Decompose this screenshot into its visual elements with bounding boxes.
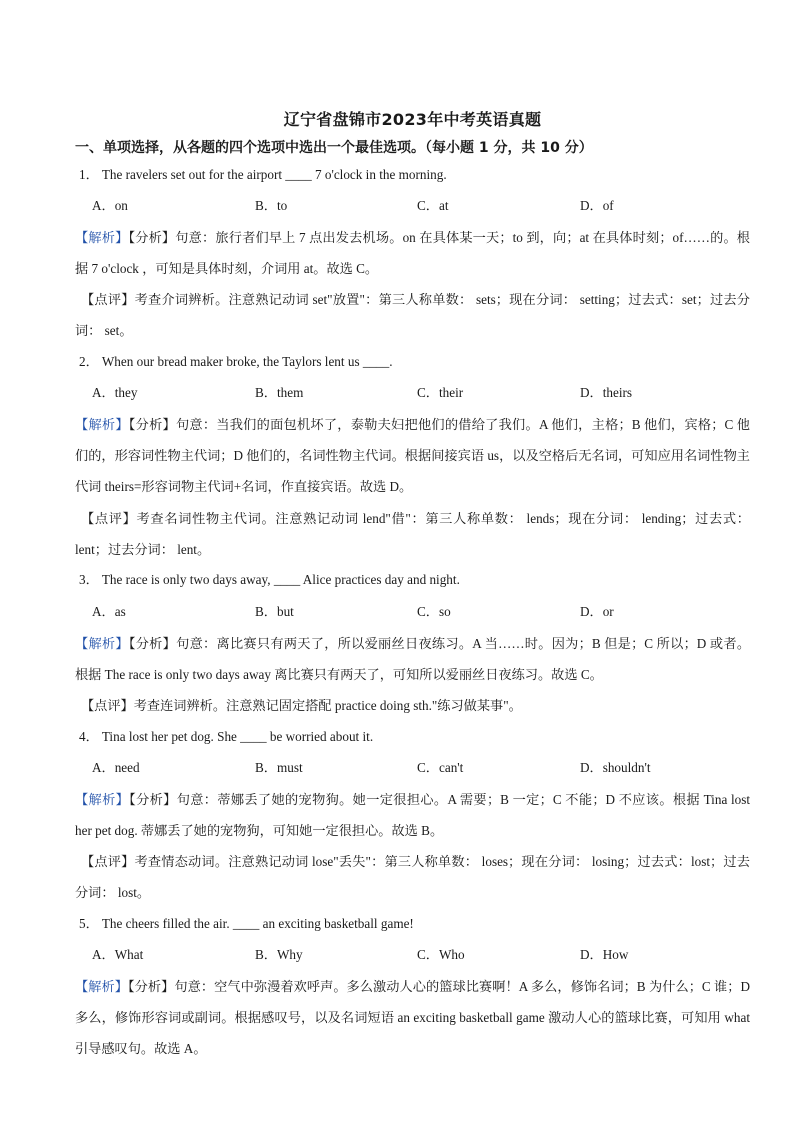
analysis-text: 【分析】句意：当我们的面包机坏了，泰勒夫妇把他们的借给了我们。A 他们，主格；B 他们，宾格；C 他们的，形容词性物主代词；D 他们的，名词性物主代词。根据间接宾语 us，以及空格后无名词，可知应用名词性物主代词 theirs=形容词物主代词+名词，作直接宾语。故选 D。 xyxy=(75,417,750,494)
section-heading: 一、单项选择，从各题的四个选项中选出一个最佳选项。（每小题 1 分，共 10 分） xyxy=(75,140,593,156)
option-b: B．but xyxy=(255,604,294,619)
option-a: A．they xyxy=(92,385,138,400)
option-c: C．so xyxy=(417,604,451,619)
analysis-tag: 【解析】 xyxy=(75,979,128,994)
option-b: B．Why xyxy=(255,947,303,962)
option-b: B．must xyxy=(255,760,303,775)
option-a: A．need xyxy=(92,760,140,775)
analysis-text: 【分析】句意：旅行者们早上 7 点出发去机场。on 在具体某一天；to 到，向；at 在具体时刻；of……的。根据 7 o'clock ，可知是具体时刻，介词用 at。故选 C。 xyxy=(75,230,750,276)
question-3-comment: 【点评】考查连词辨析。注意熟记固定搭配 practice doing sth."练习做某事"。 xyxy=(81,698,522,713)
question-2-comment: 【点评】考查名词性物主代词。注意熟记动词 lend"借"：第三人称单数： lends；现在分词： lending；过去式： lent；过去分词： lent。 xyxy=(75,511,750,557)
question-1-comment: 【点评】考查介词辨析。注意熟记动词 set"放置"：第三人称单数： sets；现在分词： setting；过去式：set；过去分词： set。 xyxy=(75,292,750,338)
option-a: A．on xyxy=(92,198,128,213)
option-a: A．as xyxy=(92,604,126,619)
question-5-analysis xyxy=(75,971,750,1064)
option-b: B．to xyxy=(255,198,288,213)
question-1-analysis xyxy=(75,222,750,284)
analysis-tag: 【解析】 xyxy=(75,230,129,245)
question-1-stem: 1． The ravelers set out for the airport ____ 7 o'clock in the morning. xyxy=(79,167,447,182)
option-d: D．of xyxy=(580,198,614,213)
option-c: C．at xyxy=(417,198,449,213)
option-b: B．them xyxy=(255,385,304,400)
option-d: D．or xyxy=(580,604,614,619)
analysis-tag: 【解析】 xyxy=(75,792,130,807)
question-2-analysis xyxy=(75,409,750,502)
analysis-text: 【分析】句意：空气中弥漫着欢呼声。多么激动人心的篮球比赛啊！A 多么，修饰名词；B 为什么；C 谁；D 多么，修饰形容词或副词。根据感叹号，以及名词短语 an exciting basketball game 激动人心的篮球比赛，可知用 what 引导感叹句。故选 A。 xyxy=(75,979,750,1056)
page-title: 辽宁省盘锦市2023年中考英语真题 xyxy=(283,110,542,129)
option-c: C．their xyxy=(417,385,464,400)
option-d: D．How xyxy=(580,947,629,962)
option-c: C．can't xyxy=(417,760,464,775)
analysis-tag: 【解析】 xyxy=(75,636,129,651)
option-d: D．theirs xyxy=(580,385,633,400)
question-4-stem: 4． Tina lost her pet dog. She ____ be worried about it. xyxy=(79,729,374,744)
analysis-text: 【分析】句意：离比赛只有两天了，所以爱丽丝日夜练习。A 当……时。因为；B 但是；C 所以；D 或者。根据 The race is only two days away 离比赛只有两天了，可知所以爱丽丝日夜练习。故选 C。 xyxy=(75,636,751,682)
analysis-tag: 【解析】 xyxy=(75,417,129,432)
option-d: D．shouldn't xyxy=(580,760,651,775)
question-4-comment: 【点评】考查情态动词。注意熟记动词 lose"丢失"：第三人称单数： loses；现在分词： losing；过去式：lost；过去分词： lost。 xyxy=(75,854,750,900)
question-2-stem: 2． When our bread maker broke, the Taylors lent us ____. xyxy=(79,354,393,369)
question-5-stem: 5． The cheers filled the air. ____ an exciting basketball game! xyxy=(79,916,414,931)
analysis-text: 【分析】句意：蒂娜丢了她的宠物狗。她一定很担心。A 需要；B 一定；C 不能；D 不应该。根据 Tina lost her pet dog. 蒂娜丢了她的宠物狗，可知她一定很担心。故选 B。 xyxy=(75,792,750,838)
question-4-analysis xyxy=(75,784,750,846)
question-3-stem: 3． The race is only two days away, ____ Alice practices day and night. xyxy=(79,572,460,587)
option-c: C．Who xyxy=(417,947,465,962)
question-3-analysis xyxy=(75,628,750,690)
option-a: A．What xyxy=(92,947,144,962)
